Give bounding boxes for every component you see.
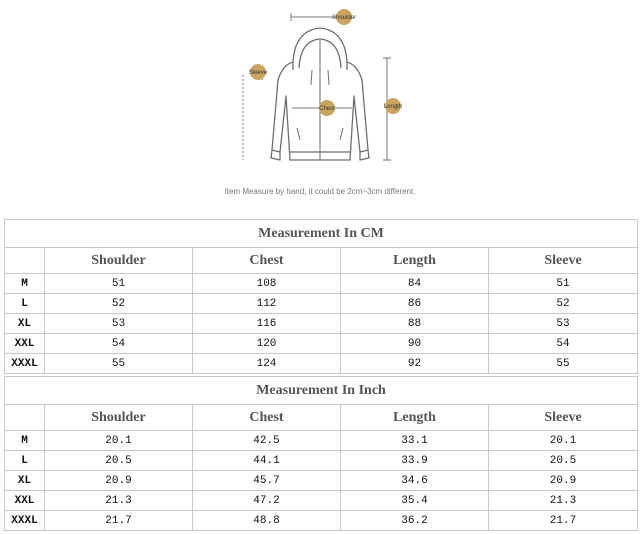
length-tag-label: Length	[383, 104, 403, 110]
column-header: Sleeve	[489, 248, 638, 274]
measurement-value: 54	[45, 334, 193, 354]
column-header: Sleeve	[489, 405, 638, 431]
measurement-value: 108	[193, 274, 341, 294]
sleeve-tag	[249, 64, 268, 80]
size-label: XXXL	[5, 511, 45, 531]
size-label: M	[5, 274, 45, 294]
chest-tag-label: Chest	[319, 106, 335, 112]
table-header-row	[5, 248, 638, 274]
table-row	[5, 274, 638, 294]
measurement-value: 33.9	[341, 451, 489, 471]
measurement-value: 84	[341, 274, 489, 294]
measure-caption: Item Measure by hand, it could be 2cm~3cm different.	[224, 187, 416, 196]
measurement-value: 44.1	[193, 451, 341, 471]
table-title-row	[5, 377, 638, 405]
column-header: Shoulder	[45, 248, 193, 274]
measurement-value: 55	[45, 354, 193, 374]
measurement-value: 88	[341, 314, 489, 334]
measurement-value: 20.1	[489, 431, 638, 451]
cm-size-table	[4, 219, 638, 374]
column-header: Chest	[193, 248, 341, 274]
measurement-value: 112	[193, 294, 341, 314]
measurement-value: 20.5	[45, 451, 193, 471]
hoodie-illustration	[0, 0, 640, 214]
table-row	[5, 294, 638, 314]
measurement-value: 52	[489, 294, 638, 314]
table-row	[5, 314, 638, 334]
measurement-value: 52	[45, 294, 193, 314]
measurement-value: 20.5	[489, 451, 638, 471]
measurement-value: 20.9	[45, 471, 193, 491]
table-row	[5, 431, 638, 451]
size-label: XL	[5, 314, 45, 334]
measurement-value: 21.3	[489, 491, 638, 511]
measurement-value: 120	[193, 334, 341, 354]
measurement-value: 90	[341, 334, 489, 354]
shoulder-tag	[332, 9, 356, 25]
column-header: Length	[341, 405, 489, 431]
measurement-value: 47.2	[193, 491, 341, 511]
size-label: XXL	[5, 334, 45, 354]
table-row	[5, 471, 638, 491]
column-header: Chest	[193, 405, 341, 431]
measurement-value: 45.7	[193, 471, 341, 491]
measurement-value: 116	[193, 314, 341, 334]
measurement-value: 55	[489, 354, 638, 374]
hoodie-measurement-diagram	[0, 0, 640, 214]
measurement-value: 33.1	[341, 431, 489, 451]
size-label: M	[5, 431, 45, 451]
sleeve-tag-label: Sleeve	[248, 70, 268, 76]
measurement-value: 54	[489, 334, 638, 354]
measurement-value: 36.2	[341, 511, 489, 531]
column-header: Shoulder	[45, 405, 193, 431]
chest-tag	[319, 100, 335, 116]
table-row	[5, 354, 638, 374]
size-label: XL	[5, 471, 45, 491]
inch-size-table	[4, 376, 638, 531]
measurement-value: 53	[489, 314, 638, 334]
measurement-value: 51	[489, 274, 638, 294]
measurement-value: 48.8	[193, 511, 341, 531]
size-label: L	[5, 294, 45, 314]
size-label: XXXL	[5, 354, 45, 374]
measurement-value: 21.7	[45, 511, 193, 531]
table-title-row	[5, 220, 638, 248]
measurement-value: 51	[45, 274, 193, 294]
column-header: Length	[341, 248, 489, 274]
measurement-value: 21.7	[489, 511, 638, 531]
measurement-value: 20.9	[489, 471, 638, 491]
measurement-value: 92	[341, 354, 489, 374]
size-label: XXL	[5, 491, 45, 511]
column-header	[5, 405, 45, 431]
measurement-value: 20.1	[45, 431, 193, 451]
measurement-value: 35.4	[341, 491, 489, 511]
size-label: L	[5, 451, 45, 471]
table-title: Measurement In CM	[5, 220, 638, 248]
measurement-value: 21.3	[45, 491, 193, 511]
measurement-value: 124	[193, 354, 341, 374]
table-header-row	[5, 405, 638, 431]
table-row	[5, 491, 638, 511]
table-row	[5, 511, 638, 531]
measurement-value: 42.5	[193, 431, 341, 451]
table-row	[5, 451, 638, 471]
table-title: Measurement In Inch	[5, 377, 638, 405]
measurement-value: 53	[45, 314, 193, 334]
shoulder-tag-label: Shoulder	[331, 15, 357, 21]
column-header	[5, 248, 45, 274]
measurement-value: 86	[341, 294, 489, 314]
table-row	[5, 334, 638, 354]
measurement-value: 34.6	[341, 471, 489, 491]
